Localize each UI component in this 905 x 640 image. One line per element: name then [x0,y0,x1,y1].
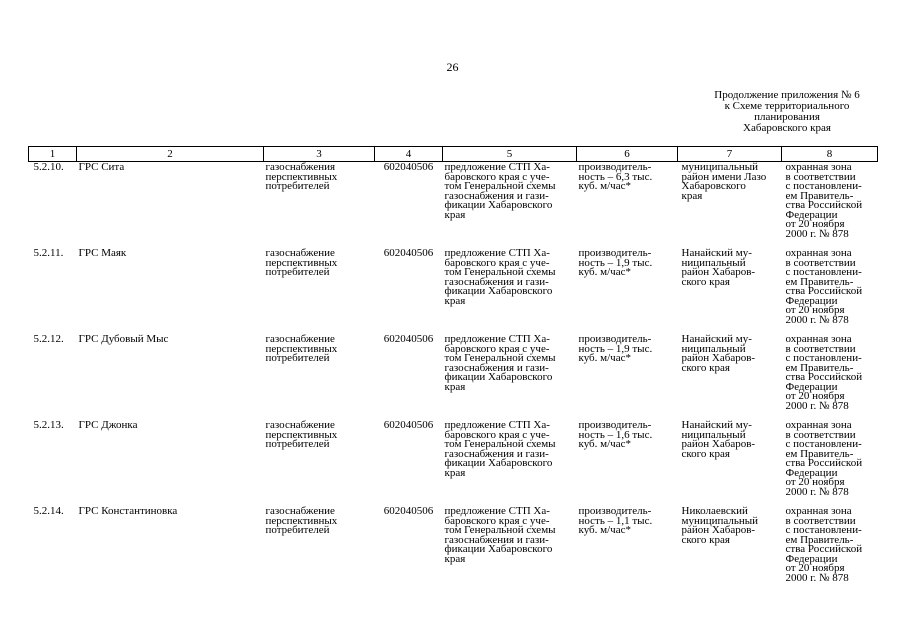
object-zone-line: ем Правитель- [785,361,854,374]
object-zone [782,335,878,421]
object-zone-line: охранная зона [785,161,852,173]
object-zone-line: ства Российской [785,543,863,555]
object-basis-line: газоснабжения и гази- [444,275,549,288]
row-number-text: 5.2.12. [33,333,64,345]
row-number-text: 5.2.13. [33,419,64,431]
object-purpose-line: перспективных [265,428,338,441]
object-code-text: 602040506 [383,333,434,345]
object-capacity-line: производитель- [578,333,652,345]
object-zone-line: охранная зона [785,333,852,345]
object-basis-line: предложение СТП Ха- [444,247,550,259]
object-purpose-line: потребителей [265,180,330,192]
object-zone-line: ства Российской [785,285,863,297]
object-zone-line: с постановлени- [785,438,862,450]
object-purpose-line: газоснабжение [265,333,335,345]
object-basis-line: баровского края с уче- [444,342,550,355]
object-purpose [264,335,375,421]
row-number-text: 5.2.10. [33,161,64,173]
object-basis-line: края [444,208,466,221]
object-capacity-line: куб. м/час* [578,438,631,450]
object-purpose-line: потребителей [265,524,330,536]
object-basis-line: том Генеральной схемы [444,438,556,450]
object-code [375,249,443,335]
row-number [29,335,77,421]
object-location-line: Нанайский му- [681,333,752,345]
object-zone-line: от 20 ноября [785,476,845,488]
object-basis-line: том Генеральной схемы [444,352,556,364]
object-purpose-line: перспективных [265,170,338,183]
object-basis-line: том Генеральной схемы [444,524,556,536]
column-header: 8 [782,147,878,162]
object-zone-line: ства Российской [785,199,863,211]
table-row [29,249,878,335]
row-number [29,249,77,335]
object-name [77,421,264,507]
object-basis-line: газоснабжения и гази- [444,447,549,460]
object-zone-line: Федерации [785,466,838,479]
object-location-line: Хабаровского [681,180,746,192]
object-name [77,335,264,421]
object-basis-line: газоснабжения и гази- [444,361,549,374]
object-purpose-line: перспективных [265,514,338,527]
object-basis [443,507,577,593]
object-purpose-line: потребителей [265,352,330,364]
object-location-line: район Хабаров- [681,524,756,536]
object-capacity [577,507,678,593]
object-capacity-line: производитель- [578,247,652,259]
object-zone-line: Федерации [785,552,838,565]
object-basis-line: края [444,552,466,565]
object-location-line: муниципальный [681,514,759,527]
object-zone-line: Федерации [785,380,838,393]
object-name [77,507,264,593]
object-zone-line: от 20 ноября [785,390,845,402]
object-basis-line: предложение СТП Ха- [444,419,550,431]
table-row [29,421,878,507]
object-code-text: 602040506 [383,247,434,259]
object-location [678,162,782,250]
object-basis [443,335,577,421]
object-basis-line: предложение СТП Ха- [444,161,550,173]
object-basis-line: баровского края с уче- [444,256,550,269]
object-location-line: Нанайский му- [681,247,752,259]
object-zone-line: ем Правитель- [785,275,854,288]
appendix-note-line: планирования [754,111,820,123]
object-basis-line: баровского края с уче- [444,514,550,527]
object-name [77,249,264,335]
object-location-line: ниципальный [681,428,746,441]
object-capacity-line: производитель- [578,419,652,431]
object-code [375,335,443,421]
object-capacity-line: куб. м/час* [578,352,631,364]
object-zone-line: 2000 г. № 878 [785,571,849,584]
object-zone-line: в соответствии [785,170,856,183]
object-location [678,335,782,421]
object-zone-line: Федерации [785,208,838,221]
object-location-line: район Хабаров- [681,266,756,278]
object-location-line: район Хабаров- [681,352,756,364]
object-basis-line: фикации Хабаровского [444,371,553,383]
object-zone-line: ем Правитель- [785,189,854,202]
object-zone-line: 2000 г. № 878 [785,227,849,240]
object-location-line: ского края [681,361,730,374]
object-zone-line: от 20 ноября [785,562,845,574]
object-capacity-line: куб. м/час* [578,180,631,192]
object-name-text: ГРС Сита [78,161,125,173]
object-zone-line: 2000 г. № 878 [785,485,849,498]
object-basis-line: газоснабжения и гази- [444,533,549,546]
object-zone [782,249,878,335]
object-zone-line: с постановлени- [785,266,862,278]
object-location-line: Нанайский му- [681,419,752,431]
object-zone-line: Федерации [785,294,838,307]
object-zone [782,162,878,250]
object-basis-line: края [444,380,466,393]
object-basis-line: том Генеральной схемы [444,266,556,278]
column-header: 2 [77,147,264,162]
column-header: 1 [29,147,77,162]
object-purpose [264,249,375,335]
object-location-line: ского края [681,447,730,460]
object-basis-line: фикации Хабаровского [444,543,553,555]
object-location-line: муниципальный [681,161,759,173]
appendix-note-line: Хабаровского края [743,122,831,134]
object-purpose [264,421,375,507]
object-zone-line: в соответствии [785,514,856,527]
object-name-text: ГРС Дубовый Мыс [78,333,169,345]
object-capacity [577,162,678,250]
row-number [29,162,77,250]
object-location [678,249,782,335]
row-number-text: 5.2.11. [33,247,64,259]
object-basis-line: газоснабжения и гази- [444,189,549,202]
object-zone-line: от 20 ноября [785,218,845,230]
object-zone-line: ства Российской [785,371,863,383]
object-purpose [264,507,375,593]
object-location-line: Николаевский [681,505,748,517]
object-name-text: ГРС Константиновка [78,505,178,517]
object-purpose-line: газоснабжение [265,247,335,259]
column-header: 3 [264,147,375,162]
object-location-line: ниципальный [681,342,746,355]
object-purpose-line: перспективных [265,342,338,355]
object-basis [443,421,577,507]
object-basis [443,162,577,250]
column-header: 7 [678,147,782,162]
object-location [678,507,782,593]
object-code [375,162,443,250]
object-basis-line: предложение СТП Ха- [444,333,550,345]
row-number-text: 5.2.14. [33,505,64,517]
column-header: 4 [375,147,443,162]
object-code [375,421,443,507]
object-purpose-line: газоснабжение [265,419,335,431]
object-zone-line: с постановлени- [785,524,862,536]
object-capacity [577,249,678,335]
object-zone-line: с постановлени- [785,180,862,192]
object-location-line: ского края [681,533,730,546]
object-purpose-line: потребителей [265,438,330,450]
object-zone-line: охранная зона [785,419,852,431]
objects-table [28,146,877,593]
object-capacity-line: производитель- [578,161,652,173]
object-basis-line: предложение СТП Ха- [444,505,550,517]
object-capacity-line: ность – 1,9 тыс. [578,256,653,269]
object-location-line: ниципальный [681,256,746,269]
object-capacity-line: куб. м/час* [578,266,631,278]
object-location [678,421,782,507]
table-row [29,507,878,593]
object-name-text: ГРС Джонка [78,419,138,431]
object-capacity [577,335,678,421]
object-basis [443,249,577,335]
object-code-text: 602040506 [383,161,434,173]
object-code-text: 602040506 [383,419,434,431]
object-zone-line: в соответствии [785,342,856,355]
object-basis-line: края [444,294,466,307]
object-zone-line: в соответствии [785,428,856,441]
object-location-line: ского края [681,275,730,288]
object-capacity [577,421,678,507]
object-zone-line: 2000 г. № 878 [785,313,849,326]
page-number: 26 [446,60,459,74]
table-header-row [29,147,878,162]
object-basis-line: фикации Хабаровского [444,457,553,469]
object-code [375,507,443,593]
object-code-text: 602040506 [383,505,434,517]
object-capacity-line: производитель- [578,505,652,517]
object-name [77,162,264,250]
object-zone-line: ем Правитель- [785,447,854,460]
table-row [29,335,878,421]
object-zone-line: с постановлени- [785,352,862,364]
object-purpose-line: потребителей [265,266,330,278]
object-zone-line: 2000 г. № 878 [785,399,849,412]
column-header: 6 [577,147,678,162]
object-location-line: края [681,189,703,202]
object-zone-line: охранная зона [785,247,852,259]
object-basis-line: фикации Хабаровского [444,285,553,297]
object-capacity-line: ность – 1,9 тыс. [578,342,653,355]
row-number [29,421,77,507]
object-capacity-line: ность – 1,1 тыс. [578,514,653,527]
object-basis-line: края [444,466,466,479]
object-zone-line: в соответствии [785,256,856,269]
object-purpose-line: перспективных [265,256,338,269]
appendix-note-line: Продолжение приложения № 6 [714,89,860,101]
object-zone-line: от 20 ноября [785,304,845,316]
row-number [29,507,77,593]
object-location-line: район Хабаров- [681,438,756,450]
object-basis-line: том Генеральной схемы [444,180,556,192]
appendix-note-line: к Схеме территориального [724,100,850,112]
object-purpose [264,162,375,250]
object-basis-line: фикации Хабаровского [444,199,553,211]
column-header: 5 [443,147,577,162]
object-purpose-line: газоснабжения [265,161,336,173]
object-zone-line: ем Правитель- [785,533,854,546]
object-purpose-line: газоснабжение [265,505,335,517]
object-capacity-line: куб. м/час* [578,524,631,536]
object-capacity-line: ность – 1,6 тыс. [578,428,653,441]
table-row [29,162,878,250]
object-zone [782,421,878,507]
object-capacity-line: ность – 6,3 тыс. [578,170,653,183]
object-zone-line: охранная зона [785,505,852,517]
object-name-text: ГРС Маяк [78,247,127,259]
object-basis-line: баровского края с уче- [444,170,550,183]
object-basis-line: баровского края с уче- [444,428,550,441]
object-zone [782,507,878,593]
object-location-line: район имени Лазо [681,170,767,183]
object-zone-line: ства Российской [785,457,863,469]
appendix-note [682,90,892,134]
